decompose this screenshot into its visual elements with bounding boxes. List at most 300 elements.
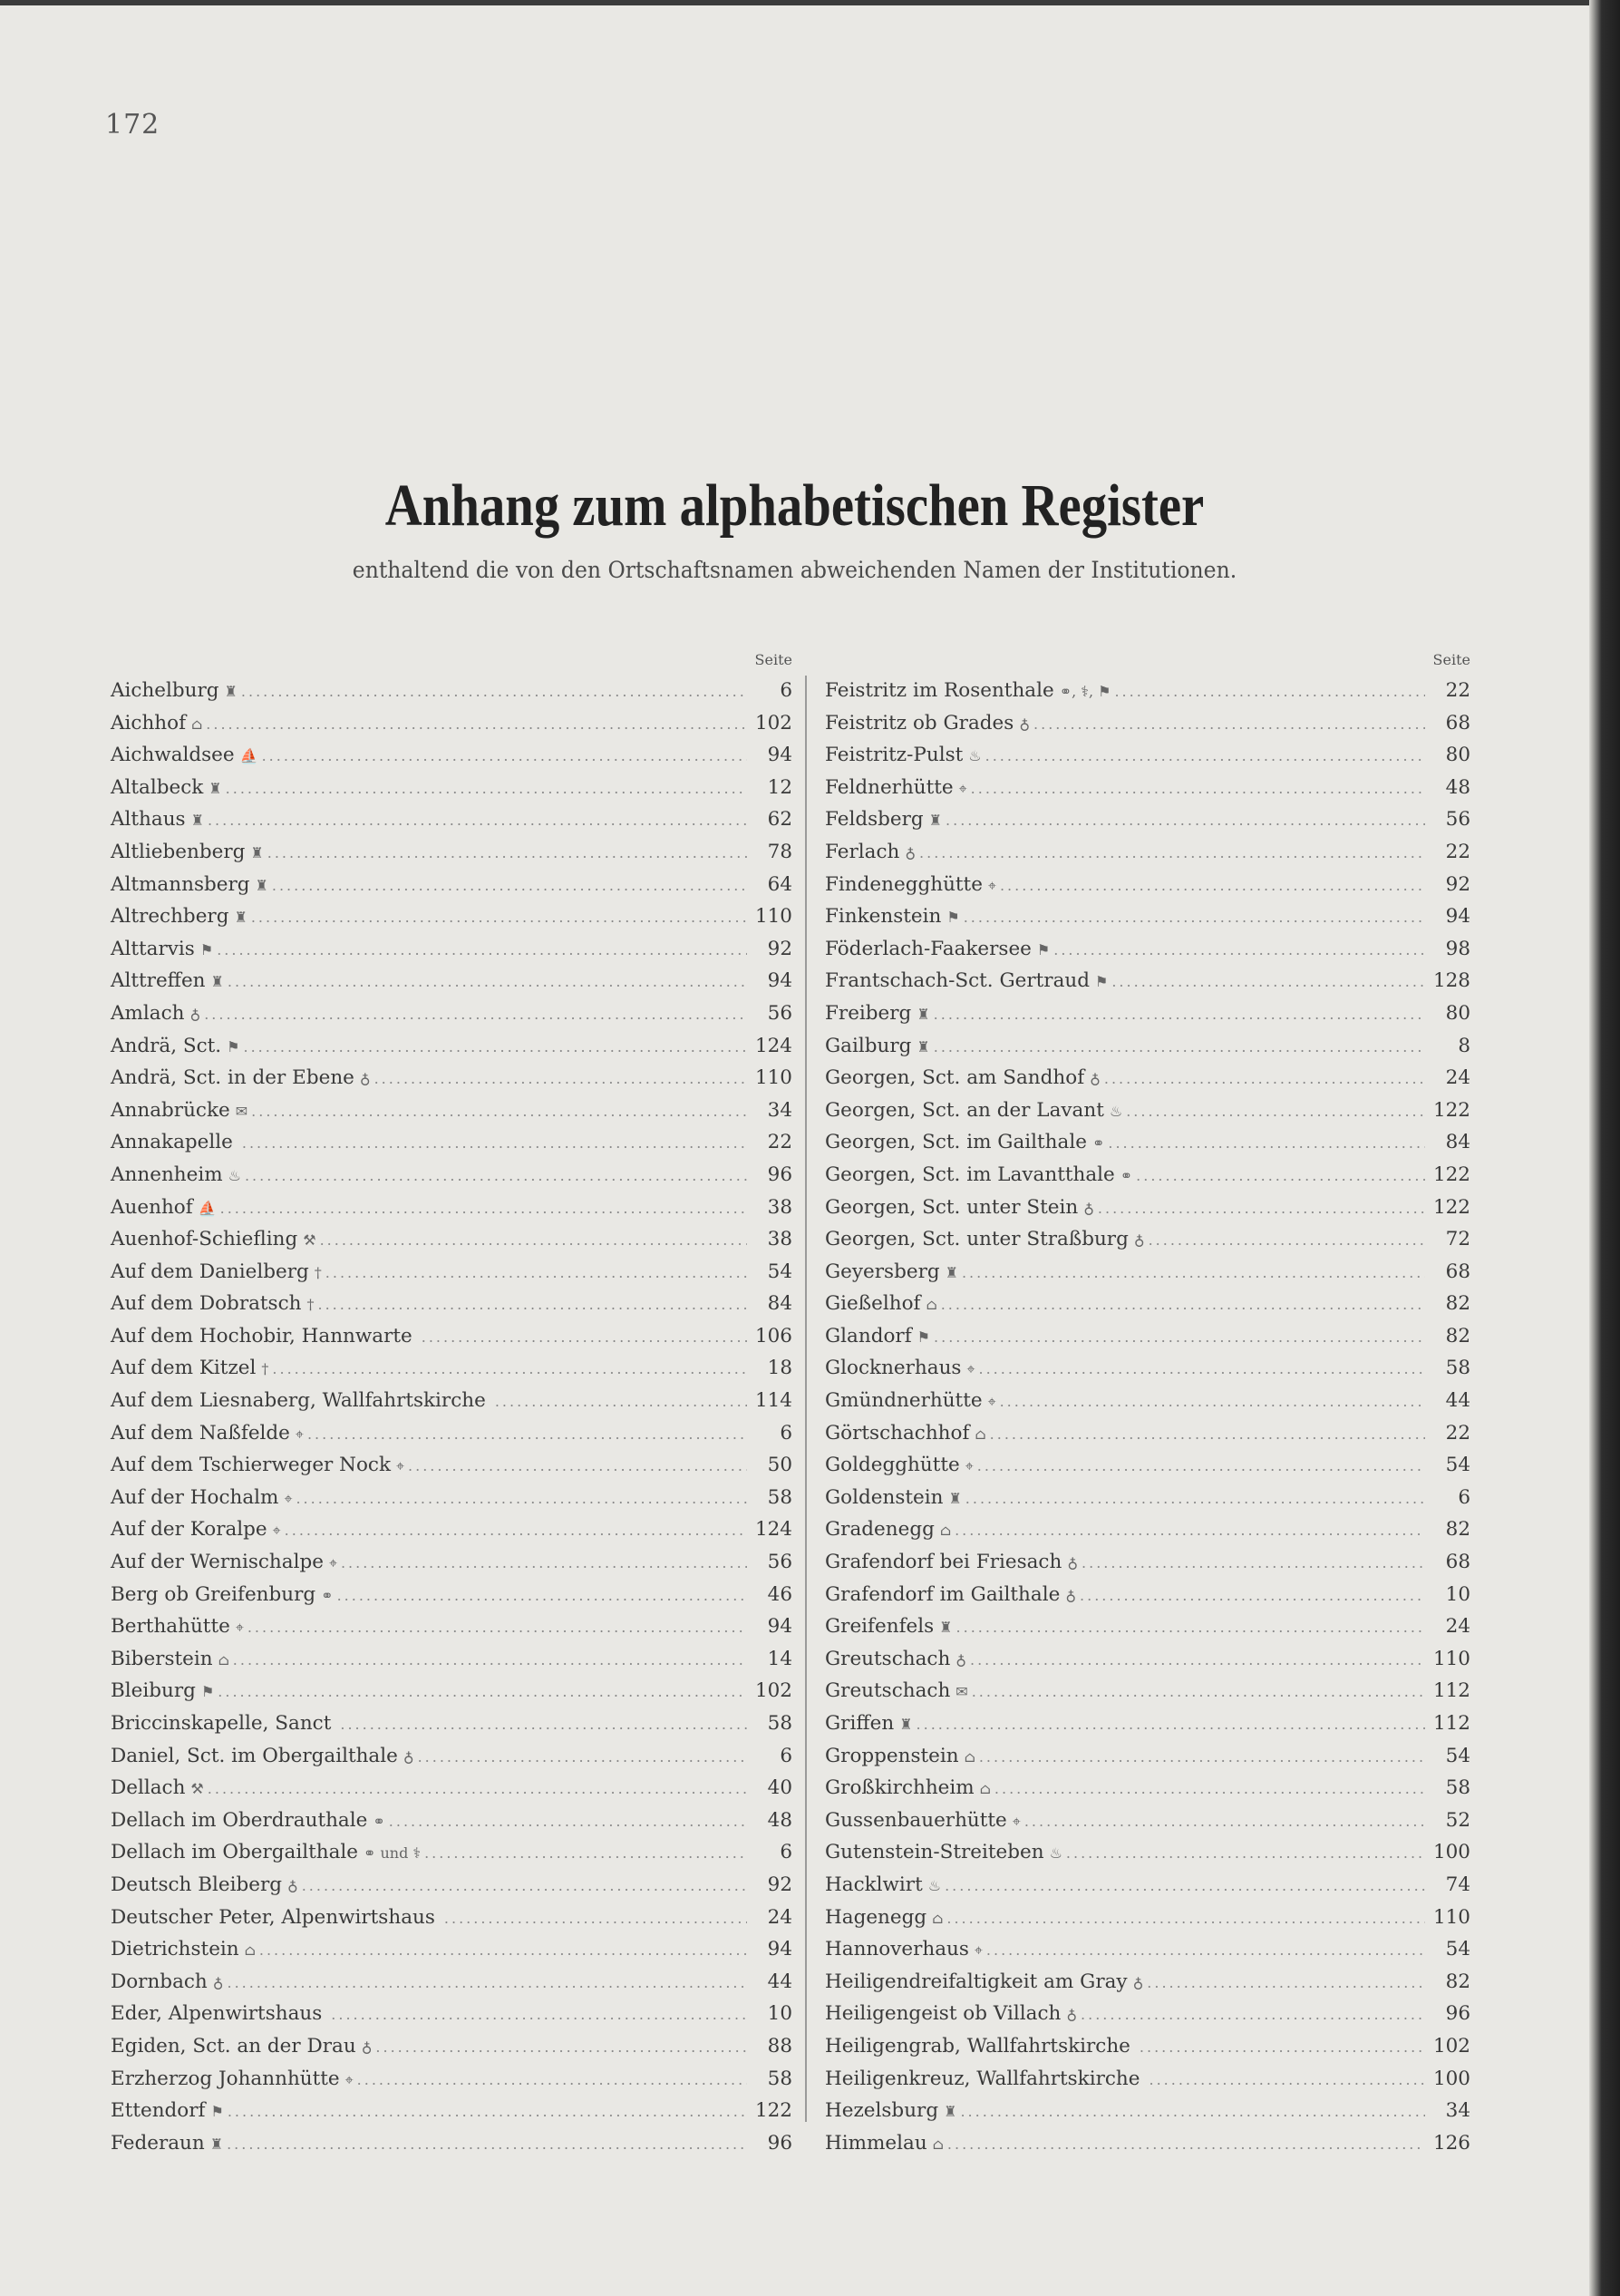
index-entry xyxy=(825,933,1470,966)
dot-leader xyxy=(965,1483,1425,1515)
dot-leader xyxy=(217,934,747,967)
entry-symbol-icon: ✉ xyxy=(956,1683,968,1701)
entry-symbol-icon: ⚒ xyxy=(190,1780,204,1798)
dot-leader xyxy=(204,998,747,1031)
index-entry xyxy=(111,1610,792,1643)
index-entry xyxy=(111,1836,792,1869)
entry-symbol-icon: ⚭ xyxy=(321,1586,334,1604)
entry-name: Egiden, Sct. an der Drau xyxy=(111,2034,356,2058)
index-entry xyxy=(111,1094,792,1127)
dot-leader xyxy=(495,1386,747,1418)
entry-page: 112 xyxy=(1432,1712,1470,1735)
dot-leader xyxy=(251,1095,747,1128)
dot-leader xyxy=(317,1289,747,1321)
entry-symbol-icon: † xyxy=(261,1360,269,1378)
entry-page: 56 xyxy=(767,1551,792,1574)
entry-symbol-icon: ⌂ xyxy=(244,1941,256,1960)
entry-page: 122 xyxy=(1432,1195,1470,1219)
entry-name: Eder, Alpenwirtshaus xyxy=(111,2002,323,2026)
dot-leader xyxy=(1024,1805,1425,1838)
entry-name: Himmelau xyxy=(825,2131,927,2155)
index-entry xyxy=(111,965,792,997)
dot-leader xyxy=(218,1676,747,1708)
seite-header: Seite xyxy=(754,651,792,668)
dot-leader xyxy=(1080,1580,1425,1612)
entry-symbol-icon: ⚑ xyxy=(210,2103,224,2121)
entry-page: 6 xyxy=(1458,1485,1470,1509)
index-column-left xyxy=(111,651,792,2159)
dot-leader xyxy=(341,1547,747,1580)
index-entry xyxy=(825,2127,1470,2160)
entry-name: Dellach xyxy=(111,1776,186,1800)
dot-leader xyxy=(990,1418,1425,1451)
entry-name: Altmannsberg xyxy=(111,872,250,896)
entry-page: 46 xyxy=(767,1582,792,1606)
index-entry xyxy=(825,1192,1470,1224)
entry-page: 80 xyxy=(1445,744,1470,767)
index-entry xyxy=(825,1352,1470,1385)
index-entry xyxy=(825,900,1470,933)
entry-page: 124 xyxy=(754,1518,792,1542)
index-entry xyxy=(825,1256,1470,1289)
entry-page: 82 xyxy=(1445,1324,1470,1347)
index-entry xyxy=(825,1643,1470,1676)
entry-name: Georgen, Sct. unter Straßburg xyxy=(825,1228,1129,1251)
entry-page: 38 xyxy=(767,1195,792,1219)
entry-symbol-icon: ♁ xyxy=(956,1650,966,1668)
entry-page: 84 xyxy=(767,1292,792,1316)
index-entry xyxy=(825,1062,1470,1094)
entry-symbol-icon: ⌂ xyxy=(979,1780,991,1798)
index-entry xyxy=(111,1320,792,1353)
index-entry xyxy=(111,1869,792,1902)
entry-page: 64 xyxy=(767,872,792,896)
entry-name: Annakapelle xyxy=(111,1131,233,1154)
entry-name: Groppenstein xyxy=(825,1744,959,1767)
entry-page: 44 xyxy=(767,1970,792,1993)
entry-name: Georgen, Sct. am Sandhof xyxy=(825,1066,1085,1090)
index-entry xyxy=(825,1546,1470,1579)
dot-leader xyxy=(227,1967,747,1999)
entry-symbol-icon: ♁ xyxy=(189,1005,201,1023)
entry-page: 24 xyxy=(1445,1615,1470,1639)
entry-page: 102 xyxy=(754,1679,792,1703)
seite-header: Seite xyxy=(1432,651,1470,668)
dot-leader xyxy=(272,1353,747,1386)
dot-leader xyxy=(1111,966,1425,998)
dot-leader xyxy=(208,804,747,837)
index-entry xyxy=(825,1675,1470,1707)
dot-leader xyxy=(307,1418,747,1451)
index-entry xyxy=(111,1159,792,1192)
entry-page: 24 xyxy=(767,1905,792,1929)
dot-leader xyxy=(259,1934,747,1967)
index-entry xyxy=(825,1513,1470,1546)
index-entry xyxy=(825,1579,1470,1611)
entry-symbol-icon: ♁ xyxy=(1083,1199,1094,1217)
entry-symbol-icon: ⚭, ⚕, ⚑ xyxy=(1059,683,1111,700)
index-entry xyxy=(825,675,1470,707)
entry-page: 22 xyxy=(1445,840,1470,863)
index-entry xyxy=(825,2030,1470,2063)
index-entry xyxy=(825,965,1470,997)
index-entry xyxy=(111,1192,792,1224)
index-entry xyxy=(825,1320,1470,1353)
entry-name: Heiligengrab, Wallfahrtskirche xyxy=(825,2034,1130,2058)
dot-leader xyxy=(241,676,747,708)
entry-symbol-icon: ♜ xyxy=(945,1263,958,1281)
entry-symbol-icon: ♜ xyxy=(917,1005,930,1023)
entry-symbol-icon: ⚑ xyxy=(1095,973,1109,991)
dot-leader xyxy=(945,1870,1425,1902)
index-entry xyxy=(111,1546,792,1579)
entry-name: Ettendorf xyxy=(111,2099,206,2123)
dot-leader xyxy=(228,966,747,998)
index-entry xyxy=(825,836,1470,869)
dot-leader xyxy=(941,1289,1425,1321)
entry-symbol-icon: ⌂ xyxy=(964,1747,975,1766)
dot-leader xyxy=(946,1902,1425,1935)
page-title: Anhang zum alphabetischen Register xyxy=(384,472,1205,539)
entry-page: 110 xyxy=(1432,1905,1470,1929)
entry-name: Griffen xyxy=(825,1712,895,1735)
entry-name: Görtschachhof xyxy=(825,1421,970,1445)
entry-page: 56 xyxy=(1445,808,1470,832)
entry-name: Feistritz ob Grades xyxy=(825,711,1014,735)
entry-page: 106 xyxy=(754,1324,792,1347)
entry-symbol-icon: ♁ xyxy=(361,2038,373,2056)
index-entry xyxy=(111,1417,792,1450)
dot-leader xyxy=(422,1321,747,1354)
entry-name: Berg ob Greifenburg xyxy=(111,1582,316,1606)
index-entry xyxy=(111,2030,792,2063)
dot-leader xyxy=(978,1353,1425,1386)
dot-leader xyxy=(1140,2031,1425,2064)
entry-page: 22 xyxy=(767,1131,792,1154)
entry-page: 110 xyxy=(1432,1647,1470,1670)
entry-symbol-icon: ⌂ xyxy=(218,1650,229,1668)
entry-page: 58 xyxy=(767,1485,792,1509)
entry-symbol-icon: ⚭ xyxy=(1091,1134,1105,1153)
entry-page: 10 xyxy=(767,2002,792,2026)
index-entry xyxy=(825,1610,1470,1643)
entry-name: Grafendorf im Gailthale xyxy=(825,1582,1061,1606)
index-entry xyxy=(825,1933,1470,1966)
entry-name: Amlach xyxy=(111,1001,185,1025)
entry-page: 122 xyxy=(1432,1098,1470,1122)
entry-name: Heiligenkreuz, Wallfahrtskirche xyxy=(825,2067,1140,2090)
dot-leader xyxy=(340,1708,747,1741)
entry-page: 54 xyxy=(767,1260,792,1283)
entry-name: Auf dem Kitzel xyxy=(111,1357,257,1380)
entry-symbol-icon: ⌖ xyxy=(235,1619,244,1637)
dot-leader xyxy=(206,708,747,741)
entry-page: 74 xyxy=(1445,1873,1470,1896)
entry-name: Hagenegg xyxy=(825,1905,927,1929)
entry-name: Auenhof-Schiefling xyxy=(111,1228,298,1251)
index-entry xyxy=(825,1707,1470,1740)
entry-symbol-icon: ♁ xyxy=(403,1747,414,1766)
dot-leader xyxy=(934,1321,1425,1354)
entry-page: 124 xyxy=(754,1034,792,1057)
entry-symbol-icon: ♜ xyxy=(209,2135,224,2153)
index-entry xyxy=(825,1869,1470,1902)
entry-symbol-icon: ⌂ xyxy=(926,1296,937,1314)
index-entry xyxy=(825,2095,1470,2127)
entry-name: Goldegghütte xyxy=(825,1454,960,1477)
entry-page: 24 xyxy=(1445,1066,1470,1090)
entry-name: Gailburg xyxy=(825,1034,912,1057)
dot-leader xyxy=(1081,1999,1425,2031)
entry-name: Goldenstein xyxy=(825,1485,944,1509)
entry-name: Dellach im Obergailthale xyxy=(111,1841,358,1864)
entry-symbol-icon: ⚭ xyxy=(1120,1166,1133,1184)
index-entry xyxy=(825,1385,1470,1417)
entry-name: Gießelhof xyxy=(825,1292,921,1316)
dot-leader xyxy=(244,1031,748,1064)
entry-page: 22 xyxy=(1445,679,1470,702)
entry-name: Georgen, Sct. im Lavantthale xyxy=(825,1163,1115,1186)
dot-leader xyxy=(1147,1967,1425,1999)
dot-leader xyxy=(208,1773,747,1805)
entry-symbol-icon: † xyxy=(314,1263,322,1281)
entry-name: Auf dem Naßfelde xyxy=(111,1421,290,1445)
index-entry xyxy=(111,1643,792,1676)
dot-leader xyxy=(320,1224,747,1257)
entry-symbol-icon: ♜ xyxy=(944,2103,957,2121)
entry-name: Andrä, Sct. xyxy=(111,1034,222,1057)
entry-page: 94 xyxy=(767,744,792,767)
dot-leader xyxy=(1149,2064,1425,2097)
entry-symbol-icon: ⛵ xyxy=(239,747,258,765)
entry-name: Aichhof xyxy=(111,711,187,735)
entry-symbol-icon: ♜ xyxy=(948,1489,962,1507)
dot-leader xyxy=(956,1611,1425,1644)
index-entry xyxy=(111,1352,792,1385)
entry-name: Auf der Koralpe xyxy=(111,1518,267,1542)
entry-symbol-icon: ✉ xyxy=(235,1102,248,1120)
dot-leader xyxy=(357,2064,747,2097)
entry-symbol-icon: ♁ xyxy=(212,1973,224,1991)
entry-page: 6 xyxy=(780,1841,792,1864)
entry-symbol-icon: ♨ xyxy=(927,1876,942,1894)
entry-page: 82 xyxy=(1445,1292,1470,1316)
dot-leader xyxy=(242,1127,747,1160)
index-entry xyxy=(111,1482,792,1514)
entry-name: Freiberg xyxy=(825,1001,912,1025)
entry-page: 58 xyxy=(767,1712,792,1735)
index-entry xyxy=(111,1256,792,1289)
index-entry xyxy=(111,1772,792,1805)
index-entry xyxy=(111,1126,792,1159)
entry-name: Finkenstein xyxy=(825,905,942,929)
entry-symbol-icon: ♨ xyxy=(1049,1844,1062,1863)
entry-name: Dornbach xyxy=(111,1970,208,1993)
index-entry xyxy=(111,707,792,740)
entry-page: 94 xyxy=(767,1615,792,1639)
entry-symbol-icon: ♜ xyxy=(224,683,238,700)
entry-page: 22 xyxy=(1445,1421,1470,1445)
entry-page: 94 xyxy=(1445,905,1470,929)
index-entry xyxy=(111,1579,792,1611)
dot-leader xyxy=(408,1450,747,1483)
dot-leader xyxy=(262,740,747,773)
dot-leader xyxy=(285,1514,747,1547)
entry-name: Andrä, Sct. in der Ebene xyxy=(111,1066,354,1090)
entry-page: 68 xyxy=(1445,1260,1470,1283)
entry-name: Auf dem Hochobir, Hannwarte xyxy=(111,1324,412,1347)
dot-leader xyxy=(1082,1547,1425,1580)
entry-name: Heiligendreifaltigkeit am Gray xyxy=(825,1970,1128,1993)
entry-symbol-icon: ⌖ xyxy=(987,876,996,894)
dot-leader xyxy=(934,998,1425,1031)
dot-leader xyxy=(220,1192,747,1225)
dot-leader xyxy=(1108,1127,1425,1160)
index-entry xyxy=(111,2127,792,2160)
entry-name: Dietrichstein xyxy=(111,1938,239,1961)
index-entry xyxy=(825,1449,1470,1482)
entry-page: 82 xyxy=(1445,1518,1470,1542)
dot-leader xyxy=(979,1741,1425,1774)
entry-symbol-icon: ⚑ xyxy=(1036,940,1051,958)
entry-name: Altliebenberg xyxy=(111,840,246,863)
dot-leader xyxy=(1098,1192,1425,1225)
entry-name: Geyersberg xyxy=(825,1260,940,1283)
index-entry xyxy=(825,1126,1470,1159)
entry-symbol-icon: ⌖ xyxy=(974,1941,983,1960)
entry-name: Föderlach-Faakersee xyxy=(825,937,1032,960)
dot-leader xyxy=(302,1870,747,1902)
index-entry xyxy=(825,1836,1470,1869)
entry-page: 56 xyxy=(767,1001,792,1025)
dot-leader xyxy=(325,1257,747,1289)
entry-symbol-icon: ⌖ xyxy=(328,1554,337,1572)
entry-page: 114 xyxy=(754,1389,792,1413)
entry-name: Glandorf xyxy=(825,1324,912,1347)
index-entry xyxy=(825,772,1470,804)
dot-leader xyxy=(986,1934,1425,1967)
entry-name: Altalbeck xyxy=(111,775,204,799)
entry-page: 62 xyxy=(767,808,792,832)
entry-name: Deutscher Peter, Alpenwirtshaus xyxy=(111,1905,435,1929)
entry-name: Deutsch Bleiberg xyxy=(111,1873,283,1896)
entry-symbol-icon: ⚑ xyxy=(946,909,960,927)
entry-page: 6 xyxy=(780,1421,792,1445)
entry-name: Auf dem Danielberg xyxy=(111,1260,309,1283)
index-entry xyxy=(825,1223,1470,1256)
entry-page: 54 xyxy=(1445,1744,1470,1767)
dot-leader xyxy=(1033,708,1425,741)
column-divider xyxy=(805,676,807,2122)
index-entry xyxy=(111,1385,792,1417)
index-entry xyxy=(825,1094,1470,1127)
entry-name: Aichelburg xyxy=(111,679,219,702)
dot-leader xyxy=(418,1741,747,1774)
entry-page: 96 xyxy=(767,1163,792,1186)
entry-page: 54 xyxy=(1445,1454,1470,1477)
index-entry xyxy=(825,2063,1470,2096)
dot-leader xyxy=(1053,934,1425,967)
entry-symbol-icon: ♜ xyxy=(210,973,224,991)
index-entry xyxy=(111,997,792,1030)
dot-leader xyxy=(972,1676,1425,1708)
index-entry xyxy=(825,1902,1470,1934)
entry-symbol-icon: ⚑ xyxy=(199,940,214,958)
entry-page: 18 xyxy=(767,1357,792,1380)
index-entry xyxy=(111,1902,792,1934)
entry-symbol-icon: ⌂ xyxy=(932,2135,944,2153)
dot-leader xyxy=(971,773,1425,805)
entry-name: Annenheim xyxy=(111,1163,223,1186)
dot-leader xyxy=(247,1611,747,1644)
entry-symbol-icon: ♜ xyxy=(190,812,204,830)
entry-symbol-icon: ⌖ xyxy=(987,1393,996,1411)
entry-name: Heiligengeist ob Villach xyxy=(825,2002,1062,2026)
dot-leader xyxy=(947,2128,1425,2161)
page-number: 172 xyxy=(105,109,160,141)
dot-leader xyxy=(917,1708,1425,1741)
entry-symbol-icon: ⌖ xyxy=(295,1425,304,1443)
index-entry xyxy=(111,803,792,836)
entry-symbol-icon: ♨ xyxy=(1109,1102,1123,1120)
dot-leader xyxy=(985,740,1425,773)
entry-page: 96 xyxy=(767,2131,792,2155)
dot-leader xyxy=(960,2096,1425,2128)
entry-page: 98 xyxy=(1445,937,1470,960)
dot-leader xyxy=(970,1644,1425,1677)
entry-page: 84 xyxy=(1445,1131,1470,1154)
entry-page: 128 xyxy=(1432,969,1470,993)
dot-leader xyxy=(1126,1095,1425,1128)
entry-symbol-icon: ♨ xyxy=(228,1166,241,1184)
entry-page: 82 xyxy=(1445,1970,1470,1993)
index-entry xyxy=(825,1030,1470,1063)
index-entry xyxy=(825,1998,1470,2030)
entry-name: Greutschach xyxy=(825,1647,951,1670)
entry-page: 78 xyxy=(767,840,792,863)
dot-leader xyxy=(919,837,1425,870)
index-entry xyxy=(111,2095,792,2127)
entry-page: 92 xyxy=(767,1873,792,1896)
entry-page: 102 xyxy=(754,711,792,735)
entry-name: Dellach im Oberdrauthale xyxy=(111,1808,368,1832)
entry-page: 10 xyxy=(1445,1582,1470,1606)
entry-page: 122 xyxy=(1432,1163,1470,1186)
dot-leader xyxy=(946,804,1425,837)
entry-page: 88 xyxy=(767,2034,792,2058)
entry-symbol-icon: ♜ xyxy=(209,779,222,797)
dot-leader xyxy=(934,1031,1425,1064)
index-entry xyxy=(825,739,1470,772)
entry-page: 52 xyxy=(1445,1808,1470,1832)
entry-name: Georgen, Sct. unter Stein xyxy=(825,1195,1079,1219)
dot-leader xyxy=(389,1805,747,1838)
entry-name: Frantschach-Sct. Gertraud xyxy=(825,969,1090,993)
index-entry xyxy=(825,1805,1470,1837)
entry-name: Auf dem Tschierweger Nock xyxy=(111,1454,391,1477)
dot-leader xyxy=(1000,1386,1425,1418)
dot-leader xyxy=(964,901,1425,934)
index-entry xyxy=(825,1966,1470,1999)
index-list-right xyxy=(825,675,1470,2159)
entry-symbol-icon: ♁ xyxy=(1019,715,1031,733)
entry-page: 126 xyxy=(1432,2131,1470,2155)
dot-leader xyxy=(1149,1224,1425,1257)
entry-name: Hannoverhaus xyxy=(825,1938,969,1961)
entry-page: 58 xyxy=(1445,1357,1470,1380)
entry-symbol-icon: ⚭ xyxy=(373,1812,385,1830)
dot-leader xyxy=(227,2128,747,2161)
